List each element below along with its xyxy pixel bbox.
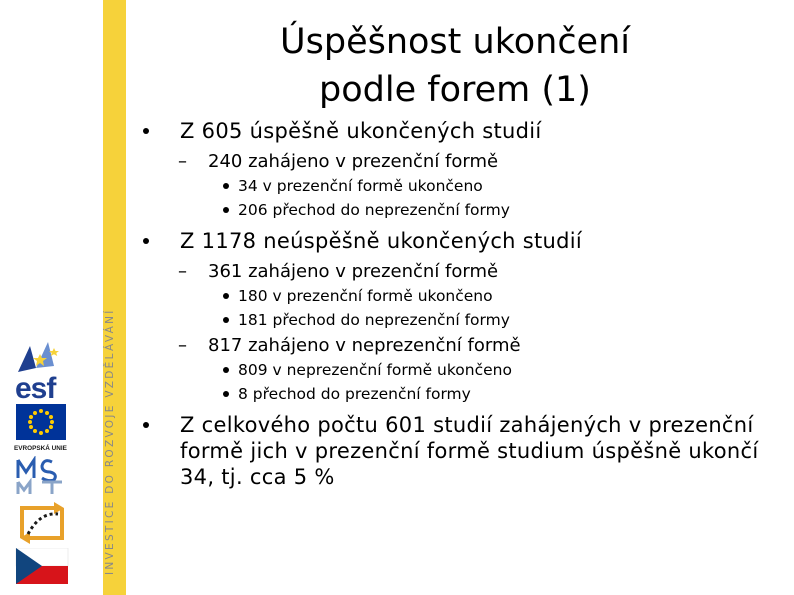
bullet-item	[150, 228, 780, 254]
sub-sub-item-text: 181 přechod do neprezenční formy	[238, 311, 510, 329]
dash-marker: –	[178, 335, 187, 356]
title-line-2: podle forem (1)	[319, 70, 591, 110]
sub-item	[150, 150, 780, 174]
sub-item	[150, 334, 780, 358]
bullet-dot	[223, 183, 229, 189]
sub-sub-item	[150, 358, 780, 382]
bullet-dot	[143, 238, 149, 244]
bullet-item	[150, 412, 780, 490]
bullet-dot	[223, 207, 229, 213]
esf-logo	[14, 338, 70, 400]
bullet-item	[150, 118, 780, 144]
sub-item-text: 817 zahájeno v neprezenční formě	[208, 335, 521, 356]
sub-item-text: 361 zahájeno v prezenční formě	[208, 261, 499, 282]
sub-sub-item-text: 206 přechod do neprezenční formy	[238, 201, 510, 219]
slide-title	[130, 18, 780, 114]
eu-flag-logo	[14, 404, 70, 452]
bullet-dot	[223, 391, 229, 397]
bullet-text: Z celkového počtu 601 studií zahájených v prezenční formě jich v prezenční formě studium úspěšně ukončí 34, tj. cca 5 %	[180, 413, 759, 489]
bullet-dot	[223, 317, 229, 323]
bullet-dot	[143, 422, 149, 428]
bullet-dot	[223, 367, 229, 373]
bullet-dot	[223, 293, 229, 299]
czech-flag-icon	[14, 548, 70, 584]
cycle-arrows-icon	[14, 502, 70, 544]
logo-column	[14, 338, 72, 584]
sub-sub-item-text: 34 v prezenční formě ukončeno	[238, 177, 483, 195]
esf-label: esf	[15, 372, 56, 400]
msmt-label: MŠMT	[14, 456, 17, 457]
title-line-1: Úspěšnost ukončení	[280, 22, 630, 62]
eu-label: EVROPSKÁ UNIE	[14, 445, 67, 452]
sub-sub-item	[150, 284, 780, 308]
dash-marker: –	[178, 261, 187, 282]
bullet-text: Z 605 úspěšně ukončených studií	[180, 119, 542, 143]
sub-sub-item	[150, 308, 780, 332]
sub-sub-item-text: 809 v neprezenční formě ukončeno	[238, 361, 512, 379]
sub-item-text: 240 zahájeno v prezenční formě	[208, 151, 499, 172]
bullet-list	[150, 118, 780, 490]
sub-sub-item	[150, 174, 780, 198]
dash-marker: –	[178, 151, 187, 172]
bullet-dot	[143, 128, 149, 134]
sub-sub-item-text: 8 přechod do prezenční formy	[238, 385, 471, 403]
msmt-logo	[14, 456, 70, 496]
sub-sub-item-text: 180 v prezenční formě ukončeno	[238, 287, 493, 305]
sub-item	[150, 260, 780, 284]
sub-sub-item	[150, 198, 780, 222]
sub-sub-item	[150, 382, 780, 406]
sidebar-vertical-text: INVESTICE DO ROZVOJE VZDĚLÁVÁNÍ	[104, 308, 116, 575]
bullet-text: Z 1178 neúspěšně ukončených studií	[180, 229, 583, 253]
